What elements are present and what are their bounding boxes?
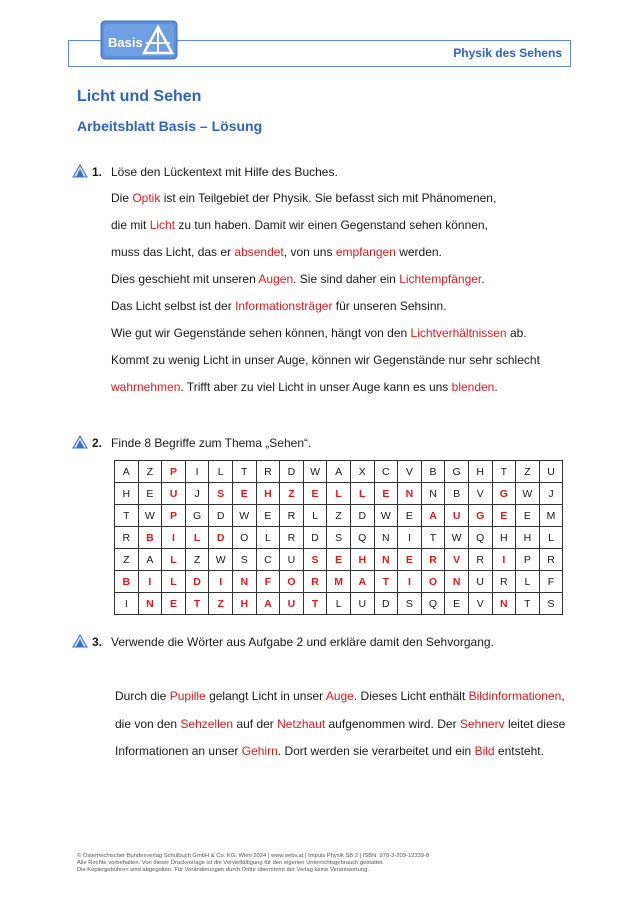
grid-cell: L: [539, 527, 563, 549]
task1-line: [111, 239, 540, 266]
grid-cell: R: [280, 527, 304, 549]
grid-cell: O: [280, 571, 304, 593]
task-level-icon: [72, 164, 88, 178]
grid-cell: T: [421, 527, 445, 549]
grid-cell: Q: [350, 527, 374, 549]
grid-cell: N: [232, 571, 256, 593]
grid-cell: R: [492, 571, 516, 593]
task1-instruction: Löse den Lückentext mit Hilfe des Buches.: [111, 165, 338, 179]
word-search-grid: [114, 460, 563, 615]
text-segment: Dies geschieht mit unseren: [111, 272, 259, 286]
solution-word: Bildinformationen: [468, 689, 562, 703]
grid-cell: N: [445, 571, 469, 593]
grid-cell: A: [115, 461, 139, 483]
grid-cell: Z: [138, 461, 162, 483]
text-segment: . Dieses Licht enthält: [353, 689, 469, 703]
grid-cell: E: [398, 505, 422, 527]
text-segment: muss das Licht, das er: [111, 245, 235, 259]
text-segment: Das Licht selbst ist der: [111, 299, 236, 313]
grid-cell: I: [492, 549, 516, 571]
grid-cell: F: [539, 571, 563, 593]
text-segment: werden.: [395, 245, 442, 259]
grid-cell: T: [516, 593, 540, 615]
solution-word: wahrnehmen: [111, 380, 181, 394]
grid-cell: E: [232, 483, 256, 505]
grid-cell: E: [492, 505, 516, 527]
grid-cell: T: [115, 505, 139, 527]
grid-cell: T: [185, 593, 209, 615]
page-subtitle: Arbeitsblatt Basis – Lösung: [77, 118, 263, 134]
text-segment: . Sie sind daher ein: [293, 272, 400, 286]
task3-number: 3.: [92, 635, 103, 649]
text-segment: die von den: [115, 716, 181, 731]
grid-cell: U: [539, 461, 563, 483]
grid-cell: O: [232, 527, 256, 549]
task2-instruction: Finde 8 Begriffe zum Thema „Sehen“.: [111, 436, 312, 450]
solution-word: Gehirn: [241, 744, 278, 758]
grid-cell: J: [539, 483, 563, 505]
task1-line: [111, 185, 540, 212]
grid-cell: B: [115, 571, 139, 593]
grid-cell: Z: [327, 505, 351, 527]
text-segment: die mit: [111, 218, 150, 232]
solution-word: Licht: [149, 218, 176, 232]
grid-cell: R: [280, 505, 304, 527]
solution-word: absendet: [234, 245, 284, 259]
grid-row: [115, 571, 563, 593]
grid-cell: U: [280, 549, 304, 571]
solution-word: empfangen: [335, 245, 396, 259]
grid-cell: U: [350, 593, 374, 615]
grid-cell: G: [445, 461, 469, 483]
grid-cell: E: [303, 483, 327, 505]
grid-cell: W: [303, 461, 327, 483]
text-segment: entsteht.: [494, 744, 544, 758]
grid-cell: G: [468, 505, 492, 527]
grid-cell: R: [256, 461, 280, 483]
grid-cell: L: [327, 483, 351, 505]
grid-cell: T: [492, 461, 516, 483]
grid-cell: H: [516, 527, 540, 549]
solution-word: blenden: [451, 380, 495, 394]
text-segment: Kommt zu wenig Licht in unser Auge, können wir Gegenstände nur sehr schlecht: [111, 353, 540, 367]
text-segment: zu tun haben. Damit wir einen Gegenstand sehen können,: [175, 218, 488, 232]
solution-word: Pupille: [169, 689, 206, 703]
grid-cell: L: [303, 505, 327, 527]
grid-cell: L: [162, 549, 186, 571]
grid-cell: G: [492, 483, 516, 505]
basis-logo-icon: [100, 20, 178, 60]
grid-row: [115, 593, 563, 615]
grid-cell: A: [421, 505, 445, 527]
grid-cell: E: [162, 593, 186, 615]
footer-fees: Die Kopiergebühren sind abgegolten. Für Veränderungen durch Dritte übernimmt der Verlag keine Verantwortung.: [77, 867, 369, 873]
grid-cell: P: [162, 505, 186, 527]
grid-cell: D: [350, 505, 374, 527]
grid-cell: B: [445, 483, 469, 505]
grid-cell: Z: [516, 461, 540, 483]
grid-cell: L: [162, 571, 186, 593]
grid-cell: C: [374, 461, 398, 483]
grid-cell: E: [374, 483, 398, 505]
grid-cell: T: [303, 593, 327, 615]
grid-cell: R: [539, 549, 563, 571]
solution-word: Informationsträger: [235, 299, 333, 313]
grid-cell: S: [209, 483, 233, 505]
task3-instruction: Verwende die Wörter aus Aufgabe 2 und erkläre damit den Sehvorgang.: [111, 635, 494, 649]
grid-cell: E: [445, 593, 469, 615]
grid-cell: T: [374, 571, 398, 593]
task3-line: [115, 711, 565, 739]
solution-word: Auge: [325, 689, 354, 703]
grid-cell: U: [162, 483, 186, 505]
task-level-icon: [72, 634, 88, 648]
footer: [77, 853, 429, 874]
grid-cell: S: [398, 593, 422, 615]
grid-cell: R: [115, 527, 139, 549]
grid-cell: S: [539, 593, 563, 615]
text-segment: auf der: [233, 716, 278, 731]
grid-cell: L: [256, 527, 280, 549]
text-segment: Durch die: [115, 689, 170, 703]
solution-word: Sehzellen: [180, 716, 234, 731]
grid-cell: B: [138, 527, 162, 549]
grid-cell: Q: [421, 593, 445, 615]
grid-cell: N: [421, 483, 445, 505]
task-level-icon: [72, 435, 88, 449]
task1-cloze-text: [111, 185, 540, 401]
grid-cell: J: [185, 483, 209, 505]
text-segment: gelangt Licht in unser: [205, 689, 326, 703]
solution-word: Netzhaut: [277, 716, 326, 731]
grid-cell: H: [115, 483, 139, 505]
grid-cell: R: [421, 549, 445, 571]
grid-cell: V: [445, 549, 469, 571]
grid-cell: A: [256, 593, 280, 615]
task1-number: 1.: [92, 165, 103, 179]
grid-cell: I: [138, 571, 162, 593]
grid-cell: V: [468, 593, 492, 615]
task1-line: [111, 347, 540, 374]
grid-cell: F: [256, 571, 280, 593]
grid-cell: E: [327, 549, 351, 571]
grid-cell: N: [492, 593, 516, 615]
text-segment: für unseren Sehsinn.: [332, 299, 447, 313]
logo-text: Basis: [108, 35, 143, 50]
text-segment: Wie gut wir Gegenstände sehen können, hängt von den: [111, 326, 411, 340]
text-segment: Informationen an unser: [115, 744, 242, 758]
grid-cell: E: [516, 505, 540, 527]
grid-cell: Z: [209, 593, 233, 615]
grid-row: [115, 483, 563, 505]
task1-line: [111, 320, 540, 347]
header-title: Physik des Sehens: [453, 46, 562, 60]
grid-cell: N: [374, 549, 398, 571]
grid-cell: D: [280, 461, 304, 483]
grid-cell: V: [398, 461, 422, 483]
grid-cell: W: [516, 483, 540, 505]
grid-cell: L: [185, 527, 209, 549]
grid-cell: D: [209, 527, 233, 549]
grid-cell: D: [209, 505, 233, 527]
text-segment: leitet diese: [504, 716, 566, 731]
grid-cell: Z: [185, 549, 209, 571]
grid-cell: W: [209, 549, 233, 571]
grid-cell: W: [374, 505, 398, 527]
text-segment: aufgenommen wird. Der: [325, 716, 460, 731]
text-segment: .: [494, 380, 498, 394]
grid-cell: U: [445, 505, 469, 527]
task2-number: 2.: [92, 436, 103, 450]
grid-cell: Q: [468, 527, 492, 549]
grid-cell: R: [303, 571, 327, 593]
grid-cell: I: [398, 527, 422, 549]
grid-cell: X: [350, 461, 374, 483]
grid-cell: P: [162, 461, 186, 483]
text-segment: ab.: [506, 326, 527, 340]
grid-cell: E: [256, 505, 280, 527]
task3-line: [115, 683, 565, 711]
grid-cell: Z: [115, 549, 139, 571]
grid-cell: O: [421, 571, 445, 593]
solution-word: Lichtempfänger: [399, 272, 482, 286]
grid-cell: I: [209, 571, 233, 593]
grid-cell: N: [374, 527, 398, 549]
grid-cell: S: [232, 549, 256, 571]
grid-cell: U: [468, 571, 492, 593]
grid-cell: U: [280, 593, 304, 615]
task3-answer-text: [115, 683, 565, 766]
task1-line: [111, 212, 540, 239]
text-segment: ,: [561, 689, 565, 703]
grid-cell: I: [185, 461, 209, 483]
task1-line: [111, 374, 540, 401]
grid-cell: W: [445, 527, 469, 549]
grid-cell: L: [516, 571, 540, 593]
grid-cell: L: [350, 483, 374, 505]
grid-cell: E: [398, 549, 422, 571]
grid-cell: P: [516, 549, 540, 571]
grid-cell: G: [185, 505, 209, 527]
grid-cell: M: [327, 571, 351, 593]
grid-cell: S: [327, 527, 351, 549]
solution-word: Augen: [258, 272, 294, 286]
text-segment: . Trifft aber zu viel Licht in unser Auge kann es uns: [180, 380, 452, 394]
grid-cell: I: [398, 571, 422, 593]
solution-word: Bild: [474, 744, 495, 758]
grid-row: [115, 527, 563, 549]
task3-line: [115, 738, 565, 766]
grid-cell: I: [162, 527, 186, 549]
footer-copyright: © Österreichischer Bundesverlag Schulbuch GmbH & Co. KG, Wien 2024 | www.oebv.at | Impuls Physik SB 2 | ISBN: 978-3-209-12339-8: [77, 853, 430, 859]
grid-cell: H: [492, 527, 516, 549]
grid-row: [115, 549, 563, 571]
grid-cell: B: [421, 461, 445, 483]
grid-cell: L: [209, 461, 233, 483]
grid-cell: A: [138, 549, 162, 571]
grid-cell: T: [232, 461, 256, 483]
grid-cell: A: [327, 461, 351, 483]
text-segment: Die: [111, 191, 133, 205]
grid-cell: E: [138, 483, 162, 505]
grid-cell: S: [303, 549, 327, 571]
solution-word: Optik: [132, 191, 161, 205]
task1-line: [111, 266, 540, 293]
grid-cell: D: [185, 571, 209, 593]
grid-cell: H: [256, 483, 280, 505]
grid-cell: M: [539, 505, 563, 527]
grid-row: [115, 461, 563, 483]
grid-cell: H: [232, 593, 256, 615]
footer-rights: Alle Rechte vorbehalten. Von dieser Druckvorlage ist die Vervielfältigung für den eigenen Unterrichtsgebrauch gestattet.: [77, 860, 384, 866]
grid-cell: L: [327, 593, 351, 615]
page-title: Licht und Sehen: [77, 88, 202, 105]
solution-word: Sehnerv: [459, 716, 505, 731]
grid-cell: C: [256, 549, 280, 571]
grid-cell: Z: [280, 483, 304, 505]
text-segment: . Dort werden sie verarbeitet und ein: [277, 744, 475, 758]
grid-cell: N: [398, 483, 422, 505]
grid-cell: N: [138, 593, 162, 615]
grid-cell: H: [468, 461, 492, 483]
grid-cell: R: [468, 549, 492, 571]
solution-word: Lichtverhältnissen: [410, 326, 507, 340]
grid-cell: D: [303, 527, 327, 549]
grid-cell: D: [374, 593, 398, 615]
grid-cell: W: [232, 505, 256, 527]
grid-cell: A: [350, 571, 374, 593]
grid-cell: I: [115, 593, 139, 615]
grid-cell: V: [468, 483, 492, 505]
text-segment: , von uns: [283, 245, 336, 259]
grid-row: [115, 505, 563, 527]
grid-cell: H: [350, 549, 374, 571]
task1-line: [111, 293, 540, 320]
text-segment: ist ein Teilgebiet der Physik. Sie befasst sich mit Phänomenen,: [160, 191, 497, 205]
text-segment: .: [481, 272, 485, 286]
grid-cell: W: [138, 505, 162, 527]
